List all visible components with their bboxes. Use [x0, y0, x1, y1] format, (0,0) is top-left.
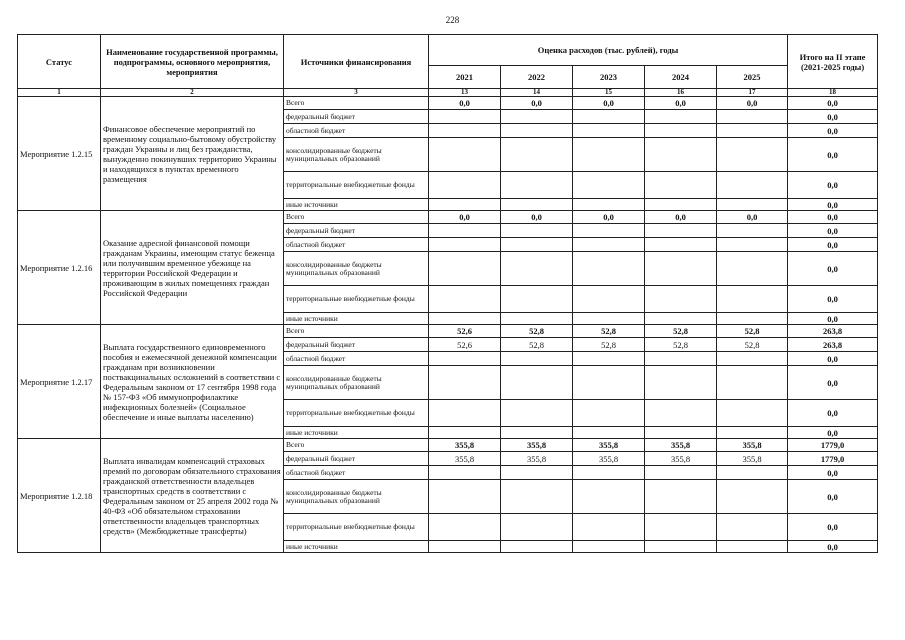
year-value	[501, 466, 573, 480]
column-number: 13	[429, 89, 501, 97]
header-source: Источники финансирования	[284, 35, 429, 89]
header-status: Статус	[18, 35, 101, 89]
stage-total: 0,0	[788, 172, 878, 199]
year-value	[717, 313, 788, 325]
header-year: 2024	[645, 66, 717, 89]
funding-source: иные источники	[284, 199, 429, 211]
year-value	[645, 313, 717, 325]
stage-total: 0,0	[788, 514, 878, 541]
header-year: 2021	[429, 66, 501, 89]
year-value	[501, 252, 573, 286]
stage-total: 0,0	[788, 252, 878, 286]
stage-total: 0,0	[788, 427, 878, 439]
stage-total: 0,0	[788, 224, 878, 238]
year-value: 355,8	[501, 439, 573, 452]
year-value	[645, 400, 717, 427]
year-value	[501, 110, 573, 124]
budget-table	[17, 34, 878, 553]
year-value	[429, 110, 501, 124]
stage-total: 0,0	[788, 211, 878, 224]
year-value	[717, 124, 788, 138]
year-value	[717, 427, 788, 439]
year-value: 0,0	[429, 97, 501, 110]
year-value	[645, 366, 717, 400]
year-value: 0,0	[429, 211, 501, 224]
column-number: 1	[18, 89, 101, 97]
year-value: 0,0	[645, 97, 717, 110]
header-total: Итого на II этапе (2021-2025 годы)	[788, 35, 878, 89]
year-value	[573, 224, 645, 238]
stage-total: 263,8	[788, 325, 878, 338]
year-value	[645, 199, 717, 211]
funding-source: территориальные внебюджетные фонды	[284, 286, 429, 313]
year-value	[645, 514, 717, 541]
column-number: 2	[101, 89, 284, 97]
year-value: 355,8	[717, 439, 788, 452]
year-value	[573, 110, 645, 124]
year-value	[429, 366, 501, 400]
year-value	[501, 124, 573, 138]
year-value: 0,0	[717, 97, 788, 110]
header-year: 2022	[501, 66, 573, 89]
year-value: 355,8	[645, 439, 717, 452]
year-value	[573, 427, 645, 439]
year-value: 0,0	[573, 97, 645, 110]
year-value	[573, 286, 645, 313]
funding-source: территориальные внебюджетные фонды	[284, 172, 429, 199]
stage-total: 0,0	[788, 466, 878, 480]
table-row	[18, 211, 878, 224]
year-value	[717, 480, 788, 514]
year-value	[429, 427, 501, 439]
year-value: 355,8	[429, 439, 501, 452]
year-value	[717, 400, 788, 427]
year-value	[645, 172, 717, 199]
year-value	[573, 313, 645, 325]
header-name: Наименование государственной программы, подпрограммы, основного мероприятия, мероприятия	[101, 35, 284, 89]
year-value	[429, 514, 501, 541]
year-value	[717, 252, 788, 286]
year-value	[573, 138, 645, 172]
year-value	[717, 286, 788, 313]
year-value	[717, 541, 788, 553]
year-value	[717, 110, 788, 124]
column-number: 3	[284, 89, 429, 97]
year-value	[645, 238, 717, 252]
year-value: 52,8	[501, 338, 573, 352]
year-value: 355,8	[573, 452, 645, 466]
funding-source: федеральный бюджет	[284, 110, 429, 124]
year-value	[501, 238, 573, 252]
measure-name: Выплата инвалидам компенсаций страховых премий по договорам обязательного страхования гражданской ответственности владельцев транспортных средств в соответствии с Федеральным законом от 25 апреля 2002 года № 40-ФЗ «Об обязательном страховании ответственности владельцев транспортных средств» (Межбюджетные трансферты)	[101, 439, 284, 553]
funding-source: консолидированные бюджеты муниципальных образований	[284, 138, 429, 172]
table-row	[18, 439, 878, 452]
stage-total: 0,0	[788, 199, 878, 211]
header-estimate: Оценка расходов (тыс. рублей), годы	[429, 35, 788, 66]
funding-source: областной бюджет	[284, 352, 429, 366]
measure-status: Мероприятие 1.2.17	[18, 325, 101, 439]
year-value	[573, 466, 645, 480]
year-value: 52,6	[429, 338, 501, 352]
year-value	[429, 172, 501, 199]
stage-total: 0,0	[788, 124, 878, 138]
year-value	[573, 514, 645, 541]
year-value	[429, 124, 501, 138]
year-value	[573, 199, 645, 211]
year-value: 0,0	[501, 97, 573, 110]
measure-name: Оказание адресной финансовой помощи гражданам Украины, имеющим статус беженца или получившим временное убежище на территории Российской Федерации и проживающим в жилых помещениях граждан Российской Федерации	[101, 211, 284, 325]
year-value	[501, 286, 573, 313]
year-value	[645, 541, 717, 553]
year-value: 355,8	[717, 452, 788, 466]
funding-source: территориальные внебюджетные фонды	[284, 400, 429, 427]
stage-total: 1779,0	[788, 452, 878, 466]
year-value	[717, 366, 788, 400]
stage-total: 263,8	[788, 338, 878, 352]
year-value: 52,8	[573, 338, 645, 352]
year-value	[573, 366, 645, 400]
stage-total: 0,0	[788, 352, 878, 366]
table-row	[18, 97, 878, 110]
year-value	[429, 313, 501, 325]
year-value	[501, 199, 573, 211]
year-value: 52,8	[717, 325, 788, 338]
stage-total: 0,0	[788, 110, 878, 124]
measure-name: Выплата государственного единовременного пособия и ежемесячной денежной компенсации гражданам при возникновении поствакцинальных осложнений в соответствии с Федеральным законом от 17 сентября 1998 года № 157-ФЗ «Об иммунопрофилактике инфекционных болезней» (Социальное обеспечение и иные выплаты населению)	[101, 325, 284, 439]
column-number: 15	[573, 89, 645, 97]
stage-total: 0,0	[788, 313, 878, 325]
year-value: 52,8	[645, 338, 717, 352]
funding-source: областной бюджет	[284, 466, 429, 480]
year-value	[501, 514, 573, 541]
funding-source: консолидированные бюджеты муниципальных образований	[284, 252, 429, 286]
year-value	[573, 124, 645, 138]
funding-source: Всего	[284, 439, 429, 452]
page-number: 228	[445, 15, 460, 25]
funding-source: федеральный бюджет	[284, 224, 429, 238]
measure-status: Мероприятие 1.2.15	[18, 97, 101, 211]
year-value	[717, 172, 788, 199]
column-number: 17	[717, 89, 788, 97]
stage-total: 0,0	[788, 97, 878, 110]
year-value	[645, 124, 717, 138]
year-value: 355,8	[501, 452, 573, 466]
year-value: 355,8	[645, 452, 717, 466]
year-value: 52,8	[717, 338, 788, 352]
year-value: 355,8	[429, 452, 501, 466]
year-value	[645, 480, 717, 514]
year-value	[717, 352, 788, 366]
funding-source: Всего	[284, 211, 429, 224]
year-value	[573, 252, 645, 286]
year-value	[429, 286, 501, 313]
stage-total: 0,0	[788, 541, 878, 553]
year-value	[645, 252, 717, 286]
year-value	[645, 286, 717, 313]
year-value	[429, 138, 501, 172]
funding-source: областной бюджет	[284, 238, 429, 252]
year-value	[429, 252, 501, 286]
year-value	[717, 199, 788, 211]
stage-total: 0,0	[788, 366, 878, 400]
funding-source: Всего	[284, 325, 429, 338]
funding-source: Всего	[284, 97, 429, 110]
year-value: 52,8	[645, 325, 717, 338]
stage-total: 0,0	[788, 138, 878, 172]
measures-body	[18, 97, 878, 553]
measure-status: Мероприятие 1.2.18	[18, 439, 101, 553]
year-value	[429, 238, 501, 252]
year-value	[429, 352, 501, 366]
measure-name: Финансовое обеспечение мероприятий по временному социально-бытовому обустройству граждан Украины и лиц без гражданства, вынужденно покинувших территорию Украины и находящихся в пунктах временного размещения	[101, 97, 284, 211]
funding-source: иные источники	[284, 541, 429, 553]
year-value	[717, 238, 788, 252]
funding-source: консолидированные бюджеты муниципальных образований	[284, 480, 429, 514]
year-value: 0,0	[501, 211, 573, 224]
year-value	[429, 224, 501, 238]
year-value: 0,0	[645, 211, 717, 224]
year-value	[501, 224, 573, 238]
funding-source: областной бюджет	[284, 124, 429, 138]
year-value	[573, 172, 645, 199]
funding-source: федеральный бюджет	[284, 452, 429, 466]
year-value	[429, 466, 501, 480]
year-value	[501, 352, 573, 366]
year-value	[501, 138, 573, 172]
year-value: 0,0	[717, 211, 788, 224]
stage-total: 0,0	[788, 286, 878, 313]
year-value	[501, 400, 573, 427]
funding-source: консолидированные бюджеты муниципальных образований	[284, 366, 429, 400]
stage-total: 0,0	[788, 480, 878, 514]
year-value	[501, 541, 573, 553]
year-value	[501, 366, 573, 400]
stage-total: 1779,0	[788, 439, 878, 452]
funding-source: иные источники	[284, 313, 429, 325]
year-value	[717, 466, 788, 480]
funding-source: федеральный бюджет	[284, 338, 429, 352]
year-value	[645, 427, 717, 439]
year-value: 52,6	[429, 325, 501, 338]
year-value	[573, 238, 645, 252]
year-value	[501, 172, 573, 199]
column-number: 14	[501, 89, 573, 97]
header-year: 2025	[717, 66, 788, 89]
year-value	[573, 480, 645, 514]
year-value	[645, 110, 717, 124]
year-value	[429, 480, 501, 514]
year-value	[573, 352, 645, 366]
year-value	[645, 352, 717, 366]
column-number: 18	[788, 89, 878, 97]
year-value: 52,8	[573, 325, 645, 338]
year-value	[573, 400, 645, 427]
year-value	[717, 224, 788, 238]
year-value	[501, 480, 573, 514]
stage-total: 0,0	[788, 400, 878, 427]
measure-status: Мероприятие 1.2.16	[18, 211, 101, 325]
funding-source: территориальные внебюджетные фонды	[284, 514, 429, 541]
table-row	[18, 325, 878, 338]
year-value	[501, 427, 573, 439]
year-value	[645, 138, 717, 172]
year-value	[501, 313, 573, 325]
year-value: 0,0	[573, 211, 645, 224]
year-value	[645, 224, 717, 238]
year-value: 355,8	[573, 439, 645, 452]
stage-total: 0,0	[788, 238, 878, 252]
year-value	[429, 541, 501, 553]
year-value: 52,8	[501, 325, 573, 338]
year-value	[429, 199, 501, 211]
funding-source: иные источники	[284, 427, 429, 439]
header-year: 2023	[573, 66, 645, 89]
year-value	[429, 400, 501, 427]
year-value	[645, 466, 717, 480]
year-value	[573, 541, 645, 553]
year-value	[717, 514, 788, 541]
year-value	[717, 138, 788, 172]
column-number: 16	[645, 89, 717, 97]
